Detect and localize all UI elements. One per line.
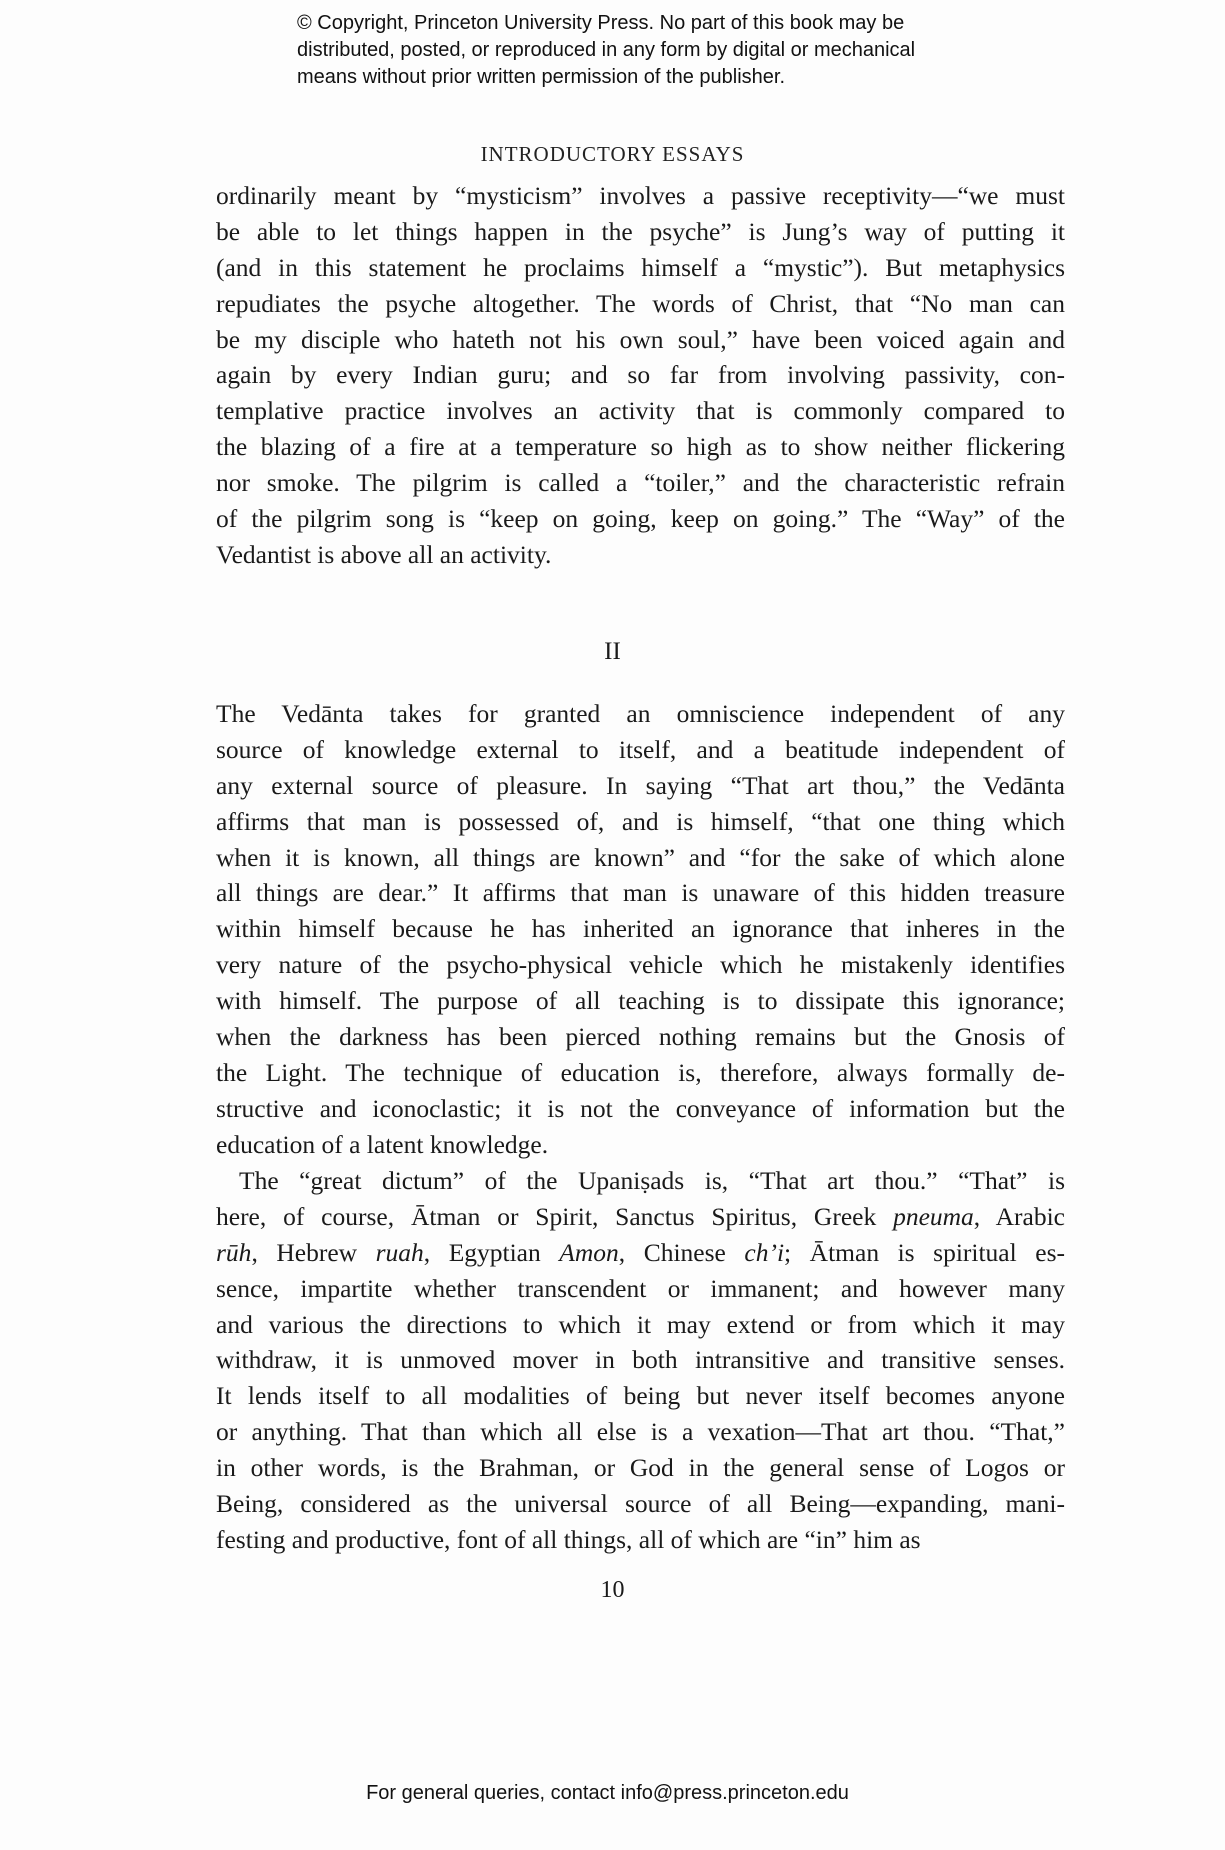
text-segment: festing and productive, font of all things, all of which are “in” him as (216, 1524, 921, 1554)
text-line (216, 1271, 1065, 1307)
text-segment: within himself because he has inherited an ignorance that inheres in the (216, 914, 1065, 944)
paragraph-2 (216, 696, 1065, 1163)
text-line (216, 947, 1065, 983)
text-line (216, 1199, 1065, 1235)
text-segment: The “great dictum” of the Upaniṣads is, “That art thou.” “That” is (239, 1166, 1065, 1195)
text-segment: withdraw, it is unmoved mover in both intransitive and transitive senses. (216, 1345, 1065, 1375)
text-line (216, 804, 1065, 840)
text-segment: (and in this statement he proclaims himself a “mystic”). But metaphysics (216, 252, 1065, 282)
text-segment: Being, considered as the universal source of all Being—expanding, mani- (216, 1489, 1065, 1519)
text-line (216, 214, 1065, 250)
text-line (216, 322, 1065, 358)
text-line (216, 1378, 1065, 1414)
copyright-line: © Copyright, Princeton University Press. No part of this book may be (297, 12, 905, 34)
text-line (216, 393, 1065, 429)
text-segment: ordinarily meant by “mysticism” involves a passive receptivity—“we must (216, 181, 1065, 210)
text-line (216, 429, 1065, 465)
text-line (216, 1163, 1065, 1199)
running-head: INTRODUCTORY ESSAYS (480, 142, 745, 166)
text-line (216, 732, 1065, 768)
text-segment: and various the directions to which it may extend or from which it may (216, 1309, 1065, 1339)
text-line (216, 286, 1065, 322)
text-line (216, 465, 1065, 501)
copyright-line: means without prior written permission of the publisher. (297, 66, 786, 88)
text-line (216, 983, 1065, 1019)
text-line (216, 1522, 1065, 1558)
text-line (216, 1307, 1065, 1343)
text-segment: structive and iconoclastic; it is not the conveyance of information but the (216, 1093, 1065, 1123)
text-segment: when it is known, all things are known” and “for the sake of which alone (216, 842, 1065, 872)
text-segment: when the darkness has been pierced nothing remains but the Gnosis of (216, 1022, 1065, 1052)
text-line (216, 1055, 1065, 1091)
text-line (216, 250, 1065, 286)
text-line (216, 840, 1065, 876)
italic-term: ch’i (744, 1237, 785, 1267)
text-segment: here, of course, Ātman or Spirit, Sanctus Spiritus, Greek (216, 1201, 894, 1231)
text-segment: education of a latent knowledge. (216, 1129, 549, 1159)
text-segment: The Vedānta takes for granted an omniscience independent of any (216, 699, 1065, 728)
text-line (216, 1127, 1065, 1163)
text-segment: , Hebrew (251, 1237, 376, 1267)
text-segment: all things are dear.” It affirms that man is unaware of this hidden treasure (216, 878, 1065, 908)
text-line (216, 1019, 1065, 1055)
text-line (216, 1450, 1065, 1486)
text-line (216, 696, 1065, 732)
section-number: II (604, 638, 621, 665)
text-segment: ; Ātman is spiritual es- (784, 1237, 1065, 1267)
text-segment: any external source of pleasure. In saying “That art thou,” the Vedānta (216, 770, 1065, 800)
text-line (216, 1091, 1065, 1127)
text-line (216, 1486, 1065, 1522)
copyright-notice (297, 10, 915, 91)
text-segment: nor smoke. The pilgrim is called a “toiler,” and the characteristic refrain (216, 468, 1065, 498)
text-segment: be able to let things happen in the psyche” is Jung’s way of putting it (216, 216, 1065, 246)
text-segment: Vedantist is above all an activity. (216, 539, 552, 569)
text-line (216, 537, 1065, 573)
paragraph-3 (216, 1163, 1065, 1558)
italic-term: Amon (559, 1237, 619, 1267)
text-line (216, 501, 1065, 537)
text-line (216, 875, 1065, 911)
text-segment: or anything. That than which all else is a vexation—That art thou. “That,” (216, 1417, 1065, 1447)
copyright-line: distributed, posted, or reproduced in any form by digital or mechanical (297, 39, 916, 61)
text-segment: , Arabic (973, 1201, 1065, 1231)
text-segment: the blazing of a fire at a temperature so high as to show neither flickering (216, 432, 1065, 462)
text-segment: again by every Indian guru; and so far from involving passivity, con- (216, 360, 1065, 390)
text-segment: affirms that man is possessed of, and is himself, “that one thing which (216, 806, 1065, 836)
footer-contact: For general queries, contact info@press.princeton.edu (366, 1782, 849, 1804)
text-line (216, 1414, 1065, 1450)
italic-term: ruah (375, 1237, 424, 1267)
text-segment: the Light. The technique of education is, therefore, always formally de- (216, 1057, 1065, 1087)
text-segment: in other words, is the Brahman, or God in the general sense of Logos or (216, 1453, 1065, 1483)
text-segment: templative practice involves an activity that is commonly compared to (216, 396, 1065, 426)
text-line (216, 357, 1065, 393)
paragraph-1 (216, 178, 1065, 573)
italic-term: rūh (216, 1237, 252, 1267)
text-segment: , Chinese (618, 1237, 745, 1267)
text-segment: repudiates the psyche altogether. The words of Christ, that “No man can (216, 288, 1065, 318)
text-segment: with himself. The purpose of all teaching is to dissipate this ignorance; (216, 986, 1065, 1016)
text-line (216, 178, 1065, 214)
text-segment: It lends itself to all modalities of being but never itself becomes anyone (216, 1381, 1065, 1411)
text-segment: , Egyptian (423, 1237, 560, 1267)
text-segment: source of knowledge external to itself, and a beatitude independent of (216, 734, 1065, 764)
text-line (216, 911, 1065, 947)
text-line (216, 1342, 1065, 1378)
text-line (216, 768, 1065, 804)
text-line (216, 1235, 1065, 1271)
text-segment: sence, impartite whether transcendent or immanent; and however many (216, 1273, 1065, 1303)
text-segment: of the pilgrim song is “keep on going, keep on going.” The “Way” of the (216, 504, 1065, 534)
italic-term: pneuma (893, 1201, 974, 1231)
text-segment: very nature of the psycho-physical vehicle which he mistakenly identifies (216, 950, 1065, 980)
page-number: 10 (600, 1577, 625, 1603)
text-segment: be my disciple who hateth not his own soul,” have been voiced again and (216, 324, 1065, 354)
